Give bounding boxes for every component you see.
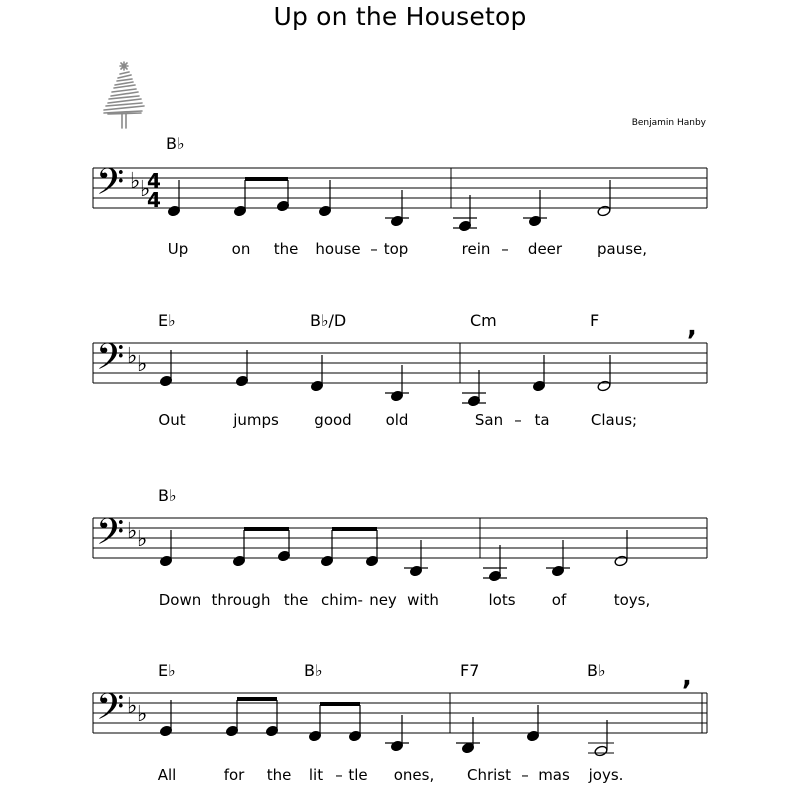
flat-icon: ♭ (127, 344, 138, 369)
flat-icon: ♭ (137, 352, 148, 377)
lyric-syllable: the (273, 240, 299, 258)
lyric-hyphen: – (335, 766, 343, 784)
flat-icon: ♭ (137, 527, 148, 552)
lyric-syllable: ney (369, 591, 397, 609)
lyric-syllable: lots (488, 591, 516, 609)
lyric-syllable: pause, (596, 240, 648, 258)
lyric-syllable: the (283, 591, 309, 609)
bass-clef-icon: 𝄢 (96, 511, 125, 562)
time-signature-top: 4 (147, 169, 161, 193)
chord-symbol: E♭ (158, 311, 176, 330)
flat-icon: ♭ (130, 169, 141, 194)
lyric-syllable: San (474, 411, 504, 429)
lyric-hyphen: – (521, 766, 529, 784)
lyric-syllable: good (314, 411, 352, 429)
time-signature-bottom: 4 (147, 188, 161, 212)
lyric-syllable: Claus; (590, 411, 638, 429)
lyric-syllable: on (231, 240, 251, 258)
chord-symbol: Cm (470, 311, 497, 330)
lyric-syllable: old (385, 411, 409, 429)
christmas-tree-icon (96, 56, 152, 132)
lyric-syllable: ones, (393, 766, 435, 784)
lyric-syllable: joys. (588, 766, 624, 784)
lyric-syllable: All (157, 766, 177, 784)
bass-clef-icon: 𝄢 (96, 336, 125, 387)
bass-clef-icon: 𝄢 (96, 161, 125, 212)
lyric-syllable: lit (308, 766, 324, 784)
lyric-hyphen: – (370, 240, 378, 258)
flat-icon: ♭ (137, 702, 148, 727)
chord-symbol: B♭ (166, 134, 185, 153)
lyric-syllable: chim- (321, 591, 363, 609)
chord-symbol: B♭ (587, 661, 606, 680)
lyric-hyphen: – (514, 411, 522, 429)
lyric-syllable: deer (527, 240, 563, 258)
lyric-hyphen: – (501, 240, 509, 258)
flat-icon: ♭ (140, 177, 151, 202)
lyric-syllable: for (223, 766, 245, 784)
lyric-syllable: Up (167, 240, 189, 258)
staff-system-1 (0, 161, 800, 228)
chord-symbol: B♭/D (310, 311, 347, 330)
lyric-syllable: of (551, 591, 567, 609)
flat-icon: ♭ (127, 694, 138, 719)
lyric-syllable: mas (538, 766, 570, 784)
chord-symbol: B♭ (158, 486, 177, 505)
breath-mark-icon: , (682, 662, 692, 692)
lyric-syllable: Christ (466, 766, 512, 784)
bass-clef-icon: 𝄢 (96, 686, 125, 737)
lyric-syllable: tle (348, 766, 368, 784)
lyric-syllable: with (407, 591, 439, 609)
lyric-syllable: top (383, 240, 409, 258)
chord-symbol: B♭ (304, 661, 323, 680)
lyric-syllable: jumps (233, 411, 279, 429)
lyric-syllable: Out (158, 411, 186, 429)
lyric-syllable: rein (461, 240, 491, 258)
lyric-syllable: Down (158, 591, 202, 609)
composer-credit: Benjamin Hanby (631, 118, 706, 128)
song-title: Up on the Housetop (273, 2, 527, 31)
breath-mark-icon: , (687, 312, 697, 342)
flat-icon: ♭ (127, 519, 138, 544)
lyric-syllable: the (266, 766, 292, 784)
chord-symbol: E♭ (158, 661, 176, 680)
staff-system-3 (0, 511, 800, 578)
chord-symbol: F7 (460, 661, 480, 680)
lyric-syllable: through (211, 591, 271, 609)
chord-symbol: F (590, 311, 600, 330)
lyric-syllable: ta (534, 411, 550, 429)
lyric-syllable: house (315, 240, 361, 258)
lyric-syllable: toys, (613, 591, 651, 609)
